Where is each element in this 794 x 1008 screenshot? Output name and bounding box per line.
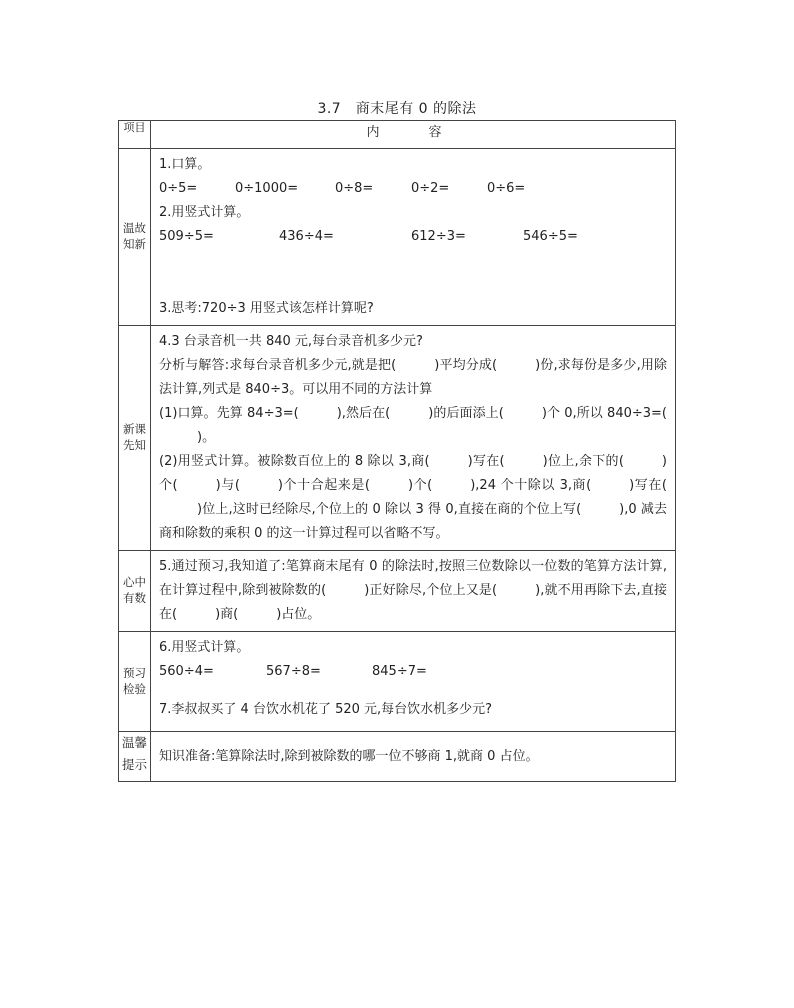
question-2: 2.用竖式计算。 xyxy=(159,205,250,220)
section-preview-label-cell xyxy=(119,326,151,551)
section-review-label-cell xyxy=(119,149,151,326)
header-item-cell xyxy=(119,121,151,149)
section-summary-label-cell xyxy=(119,551,151,632)
question-5-text: )占位。 xyxy=(276,607,321,622)
vertical-item: 509÷5= xyxy=(159,229,214,244)
page-title: 3.7 商末尾有 0 的除法 xyxy=(317,101,477,117)
method-2-paragraph xyxy=(159,450,667,546)
oral-item: 0÷2= xyxy=(411,181,450,196)
method-2-text: )与( xyxy=(215,478,240,493)
section-review-content xyxy=(151,149,676,326)
oral-item: 0÷8= xyxy=(335,181,374,196)
section-tips-label-top: 温馨 xyxy=(121,735,147,750)
analysis-text: 分析与解答:求每台录音机多少元,就是把( xyxy=(159,358,397,373)
method-2-text: )写在( xyxy=(629,478,667,493)
analysis-text: )份,求每份是多少,用除法计算,列式是 840÷3。可以用不同的方法计算 xyxy=(159,358,667,397)
vertical-item: 567÷8= xyxy=(266,664,321,679)
oral-calc-row xyxy=(159,177,667,201)
question-5-text: )商( xyxy=(215,607,239,622)
vertical-calc-row xyxy=(159,225,667,249)
method-2-text: ),0 减去商和除数的乘积 0 的这一计算过程可以省略不写。 xyxy=(159,502,667,541)
section-tips-label-bottom: 提示 xyxy=(121,757,147,772)
method-1-text: (1)口算。先算 84÷3=( xyxy=(159,406,299,421)
method-1-text: )个 0,所以 840÷3=( xyxy=(541,406,667,421)
section-preview-content xyxy=(151,326,676,551)
question-5 xyxy=(159,555,667,627)
method-2-text: )写在( xyxy=(467,454,505,469)
question-5-text: 5.通过预习,我知道了:笔算商末尾有 0 的除法时,按照三位数除以一位数的笔算方法计算,在计算过程中,除到被除数的( xyxy=(159,559,667,598)
oral-item: 0÷1000= xyxy=(235,181,299,196)
analysis-paragraph xyxy=(159,354,667,402)
question-1: 1.口算。 xyxy=(159,157,211,172)
method-2-text: ),24 个十除以 3,商( xyxy=(470,478,592,493)
method-1-paragraph xyxy=(159,402,667,450)
section-summary-content xyxy=(151,551,676,632)
header-item-label: 项目 xyxy=(123,121,146,134)
section-check-content xyxy=(151,632,676,732)
tip-text: 知识准备:笔算除法时,除到被除数的哪一位不够商 1,就商 0 占位。 xyxy=(159,748,539,764)
question-5-text: )正好除尽,个位上又是( xyxy=(364,583,498,598)
study-sheet-table xyxy=(118,120,676,782)
section-preview-label: 新课先知 xyxy=(123,422,146,452)
question-4: 4.3 台录音机一共 840 元,每台录音机多少元? xyxy=(159,334,423,349)
section-check-label-cell xyxy=(119,632,151,732)
section-tips-label-cell xyxy=(119,732,151,782)
method-2-text: (2)用竖式计算。被除数百位上的 8 除以 3,商( xyxy=(159,454,430,469)
method-2-text: )个( xyxy=(407,478,433,493)
section-tips-content xyxy=(151,732,676,782)
header-content-label: 内 容 xyxy=(151,121,676,149)
vertical-item: 546÷5= xyxy=(523,229,578,244)
vertical-item: 436÷4= xyxy=(279,229,334,244)
method-2-text: )个十合起来是( xyxy=(277,478,370,493)
method-1-text: )。 xyxy=(197,430,216,445)
question-3: 3.思考:720÷3 用竖式该怎样计算呢? xyxy=(159,301,374,316)
oral-item: 0÷6= xyxy=(487,181,526,196)
vertical-item: 612÷3= xyxy=(411,229,466,244)
section-review-label: 温故知新 xyxy=(123,221,146,251)
method-2-text: )个( xyxy=(159,454,667,493)
vertical-item: 560÷4= xyxy=(159,664,214,679)
section-check-label: 预习检验 xyxy=(123,665,146,696)
answer-space xyxy=(159,684,667,698)
method-2-text: )位上,余下的( xyxy=(542,454,624,469)
question-6: 6.用竖式计算。 xyxy=(159,640,250,655)
method-1-text: ),然后在( xyxy=(336,406,391,421)
answer-space xyxy=(159,249,667,297)
oral-item: 0÷5= xyxy=(159,181,198,196)
question-5-text: ),就不用再除下去,直接在( xyxy=(159,583,667,622)
question-7: 7.李叔叔买了 4 台饮水机花了 520 元,每台饮水机多少元? xyxy=(159,702,493,717)
vertical-item: 845÷7= xyxy=(372,664,427,679)
vertical-calc-row xyxy=(159,660,667,684)
method-2-text: )位上,这时已经除尽,个位上的 0 除以 3 得 0,直接在商的个位上写( xyxy=(197,502,582,517)
analysis-text: )平均分成( xyxy=(434,358,498,373)
method-1-text: )的后面添上( xyxy=(428,406,504,421)
section-summary-label: 心中有数 xyxy=(123,575,146,605)
